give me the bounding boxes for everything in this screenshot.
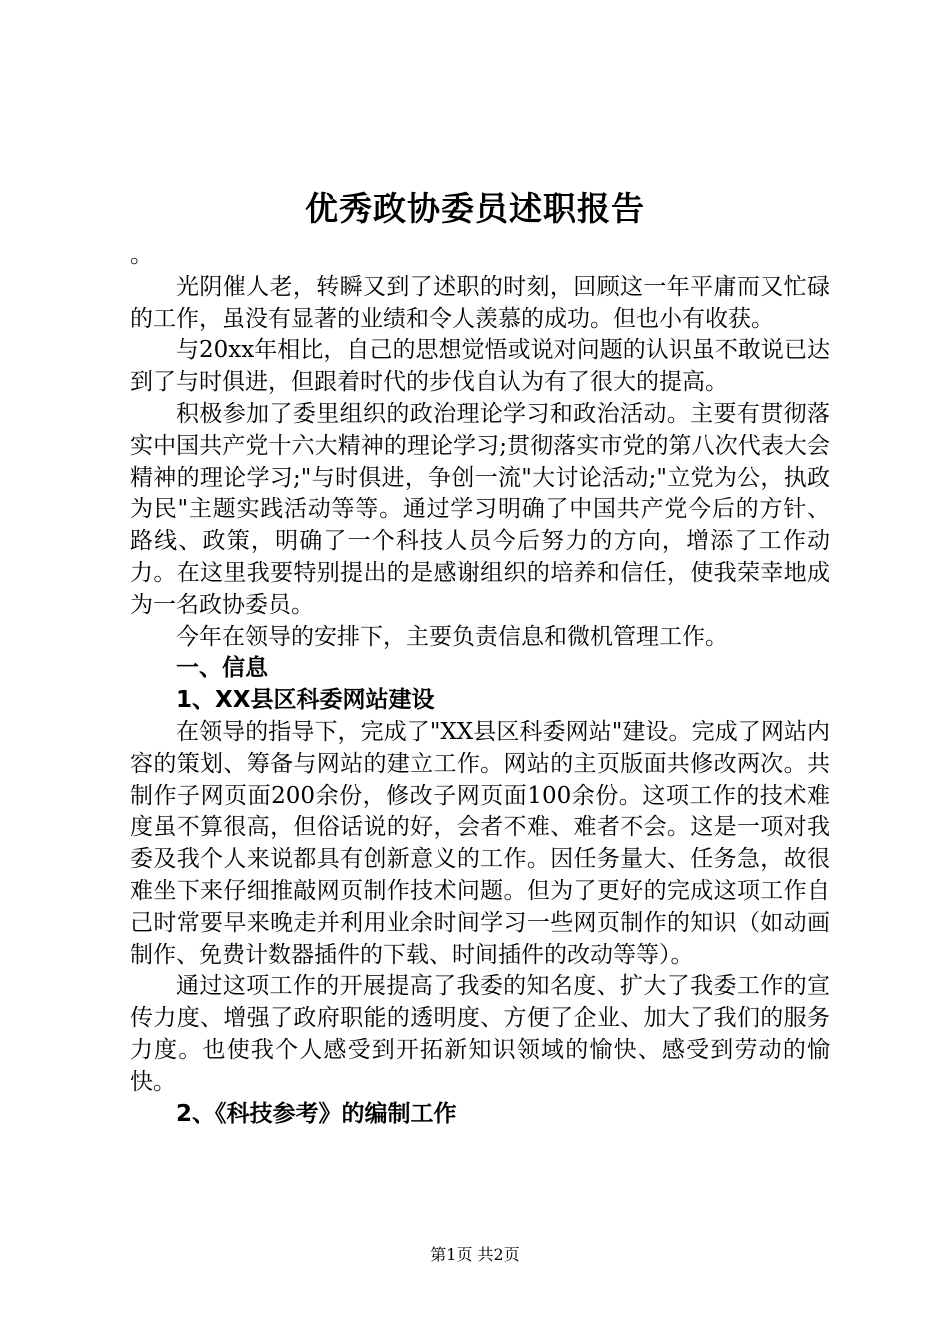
body-paragraph: 今年在领导的安排下，主要负责信息和微机管理工作。 [176, 623, 728, 650]
body-paragraph: 通过这项工作的开展提高了我委的知名度、扩大了我委工作的宣传力度、增强了政府职能的透明度、方便了企业、加大了我们的服务力度。也使我个人感受到开拓新知识领域的愉快、感受到劳动的愉快。 [130, 973, 830, 1095]
section-heading: 一、信息 [176, 655, 268, 682]
body-paragraph: 积极参加了委里组织的政治理论学习和政治活动。主要有贯彻落实中国共产党十六大精神的理论学习;贯彻落实市党的第八次代表大会精神的理论学习;"与时俱进，争创一流"大讨论活动;"立党为公，执政为民"主题实践活动等等。通过学习明确了中国共产党今后的方针、路线、政策，明确了一个科技人员今后努力的方向，增添了工作动力。在这里我要特别提出的是感谢组织的培养和信任，使我荣幸地成为一名政协委员。 [130, 400, 830, 618]
section-heading: 1、XX县区科委网站建设 [176, 687, 435, 714]
body-paragraph: 在领导的指导下，完成了"XX县区科委网站"建设。完成了网站内容的策划、筹备与网站的建立工作。网站的主页版面共修改两次。共制作子网页面200余份，修改子网页面100余份。这项工作的技术难度虽不算很高，但俗话说的好，会者不难、难者不会。这是一项对我委及我个人来说都具有创新意义的工作。因任务量大、任务急，故很难坐下来仔细推敲网页制作技术问题。但为了更好的完成这项工作自己时常要早来晚走并利用业余时间学习一些网页制作的知识（如动画制作、免费计数器插件的下载、时间插件的改动等等）。 [130, 718, 830, 968]
body-paragraph: 。 [130, 242, 153, 268]
document-title: 优秀政协委员述职报告 [305, 189, 645, 228]
section-heading: 2、《科技参考》的编制工作 [176, 1100, 457, 1127]
body-paragraph: 光阴催人老，转瞬又到了述职的时刻，回顾这一年平庸而又忙碌的工作，虽没有显著的业绩和令人羡慕的成功。但也小有收获。 [130, 273, 830, 332]
body-paragraph: 与20xx年相比，自己的思想觉悟或说对问题的认识虽不敢说已达到了与时俱进，但跟着时代的步伐自认为有了很大的提高。 [130, 337, 830, 396]
document-body [130, 240, 830, 1130]
page-footer: 第1页 共2页 [430, 1245, 520, 1264]
